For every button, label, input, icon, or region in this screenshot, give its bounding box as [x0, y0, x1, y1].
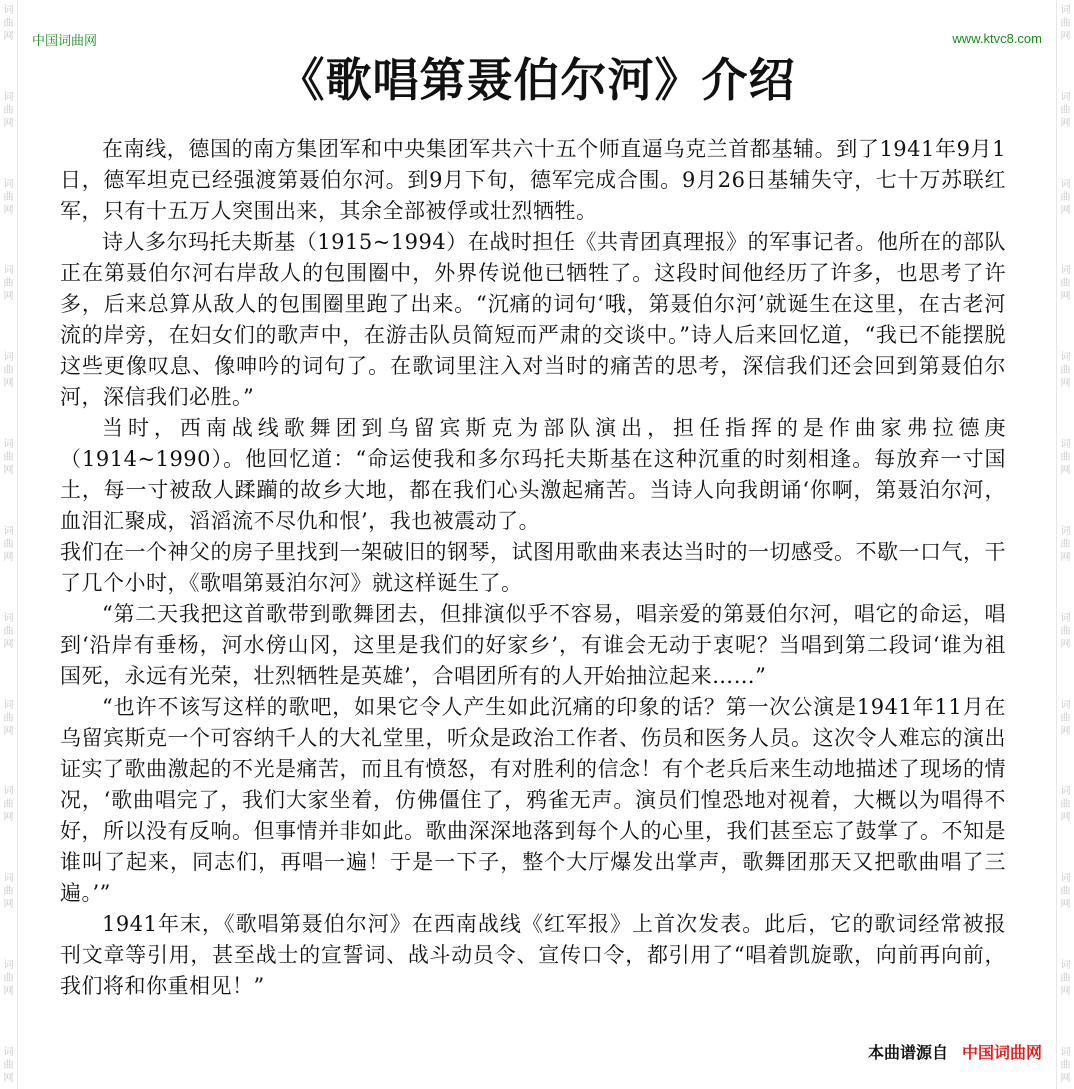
edge-watermark: 词曲网 — [3, 265, 14, 303]
paragraph-6: “也许不该写这样的歌吧，如果它令人产生如此沉痛的印象的话？第一次公演是1941年11月在乌留宾斯克一个可容纳千人的大礼堂里，听众是政治工作者、伤员和医务人员。这次令人难忘的演出证实了歌曲激起的不光是痛苦，而且有愤怒，有对胜利的信念！有个老兵后来生动地描述了现场的情况，‘歌曲唱完了，我们大家坐着，仿佛僵住了，鸦雀无声。演员们惶恐地对视着，大概以为唱得不好，所以没有反响。但事情并非如此。歌曲深深地落到每个人的心里，我们甚至忘了鼓掌了。不知是谁叫了起来，同志们，再唱一遍！于是一下子，整个大厅爆发出掌声，歌舞团那天又把歌曲唱了三遍。’” — [60, 695, 1006, 905]
article-body — [60, 134, 1006, 1002]
left-watermark-strip — [0, 0, 18, 1089]
site-name-header[interactable]: 中国词曲网 — [32, 34, 98, 49]
edge-watermark: 词曲网 — [3, 5, 14, 42]
edge-watermark: 词曲网 — [1060, 699, 1071, 737]
right-watermark-strip — [1056, 0, 1074, 1089]
score-source-credit — [868, 1040, 1042, 1063]
edge-watermark: 词曲网 — [1060, 439, 1071, 477]
paragraph-7: 1941年末，《歌唱第聂伯尔河》在西南战线《红军报》上首次发表。此后，它的歌词经常被报刊文章等引用，甚至战士的宣誓词、战斗动员令、宣传口令，都引用了“唱着凯旋歌，向前再向前，我们将和你重相见！” — [60, 912, 1006, 998]
edge-watermark: 词曲网 — [1060, 525, 1071, 563]
edge-watermark: 词曲网 — [3, 873, 14, 911]
edge-watermark: 词曲网 — [1060, 178, 1071, 216]
paragraph-4: 我们在一个神父的房子里找到一架破旧的钢琴，试图用歌曲来表达当时的一切感受。不歇一口气，干了几个小时，《歌唱第聂泊尔河》就这样诞生了。 — [60, 540, 1006, 595]
edge-watermark: 词曲网 — [1060, 352, 1071, 390]
edge-watermark: 词曲网 — [1060, 960, 1071, 998]
page-title: 《歌唱第聂伯尔河》介绍 — [278, 53, 796, 107]
paragraph-3: 当时，西南战线歌舞团到乌留宾斯克为部队演出，担任指挥的是作曲家弗拉德庚（1914~1990）。他回忆道：“命运使我和多尔玛托夫斯基在这种沉重的时刻相逢。每放弃一寸国土，每一寸被敌人蹂躏的故乡大地，都在我们心头激起痛苦。当诗人向我朗诵‘你啊，第聂泊尔河，血泪汇聚成，滔滔流不尽仇和恨’，我也被震动了。 — [60, 416, 1006, 533]
source-label: 本曲谱源自 — [867, 1043, 948, 1062]
edge-watermark: 词曲网 — [3, 699, 14, 737]
edge-watermark: 词曲网 — [1060, 91, 1071, 129]
edge-watermark: 词曲网 — [3, 525, 14, 563]
paragraph-2: 诗人多尔玛托夫斯基（1915~1994）在战时担任《共青团真理报》的军事记者。他所在的部队正在第聂伯尔河右岸敌人的包围圈中，外界传说他已牺牲了。这段时间他经历了许多，也思考了许多，后来总算从敌人的包围圈里跑了出来。“沉痛的词句‘哦，第聂伯尔河’就诞生在这里，在古老河流的岸旁，在妇女们的歌声中，在游击队员简短而严肃的交谈中。”诗人后来回忆道，“我已不能摆脱这些更像叹息、像呻吟的词句了。在歌词里注入对当时的痛苦的思考，深信我们还会回到第聂伯尔河，深信我们必胜。” — [60, 230, 1006, 409]
edge-watermark: 词曲网 — [3, 960, 14, 998]
edge-watermark: 词曲网 — [3, 178, 14, 216]
edge-watermark: 词曲网 — [3, 1046, 14, 1084]
edge-watermark: 词曲网 — [1060, 786, 1071, 824]
source-site-link[interactable]: 中国词曲网 — [961, 1043, 1042, 1062]
edge-watermark: 词曲网 — [1060, 873, 1071, 911]
edge-watermark: 词曲网 — [1060, 265, 1071, 303]
edge-watermark: 词曲网 — [1060, 1046, 1071, 1084]
edge-watermark: 词曲网 — [3, 439, 14, 477]
edge-watermark: 词曲网 — [3, 786, 14, 824]
edge-watermark: 词曲网 — [1060, 5, 1071, 42]
edge-watermark: 词曲网 — [3, 91, 14, 129]
edge-watermark: 词曲网 — [3, 612, 14, 650]
site-url-header[interactable]: www.ktvc8.com — [952, 31, 1042, 46]
edge-watermark: 词曲网 — [3, 352, 14, 390]
paragraph-1: 在南线，德国的南方集团军和中央集团军共六十五个师直逼乌克兰首都基辅。到了1941年9月1日，德军坦克已经强渡第聂伯尔河。到9月下旬，德军完成合围。9月26日基辅失守，七十万苏联红军，只有十五万人突围出来，其余全部被俘或壮烈牺牲。 — [60, 137, 1006, 223]
edge-watermark: 词曲网 — [1060, 612, 1071, 650]
paragraph-5: “第二天我把这首歌带到歌舞团去，但排演似乎不容易，唱亲爱的第聂伯尔河，唱它的命运，唱到‘沿岸有垂杨，河水傍山冈，这里是我们的好家乡’，有谁会无动于衷呢？当唱到第二段词‘谁为祖国死，永远有光荣，壮烈牺牲是英雄’，合唱团所有的人开始抽泣起来……” — [60, 602, 1006, 688]
